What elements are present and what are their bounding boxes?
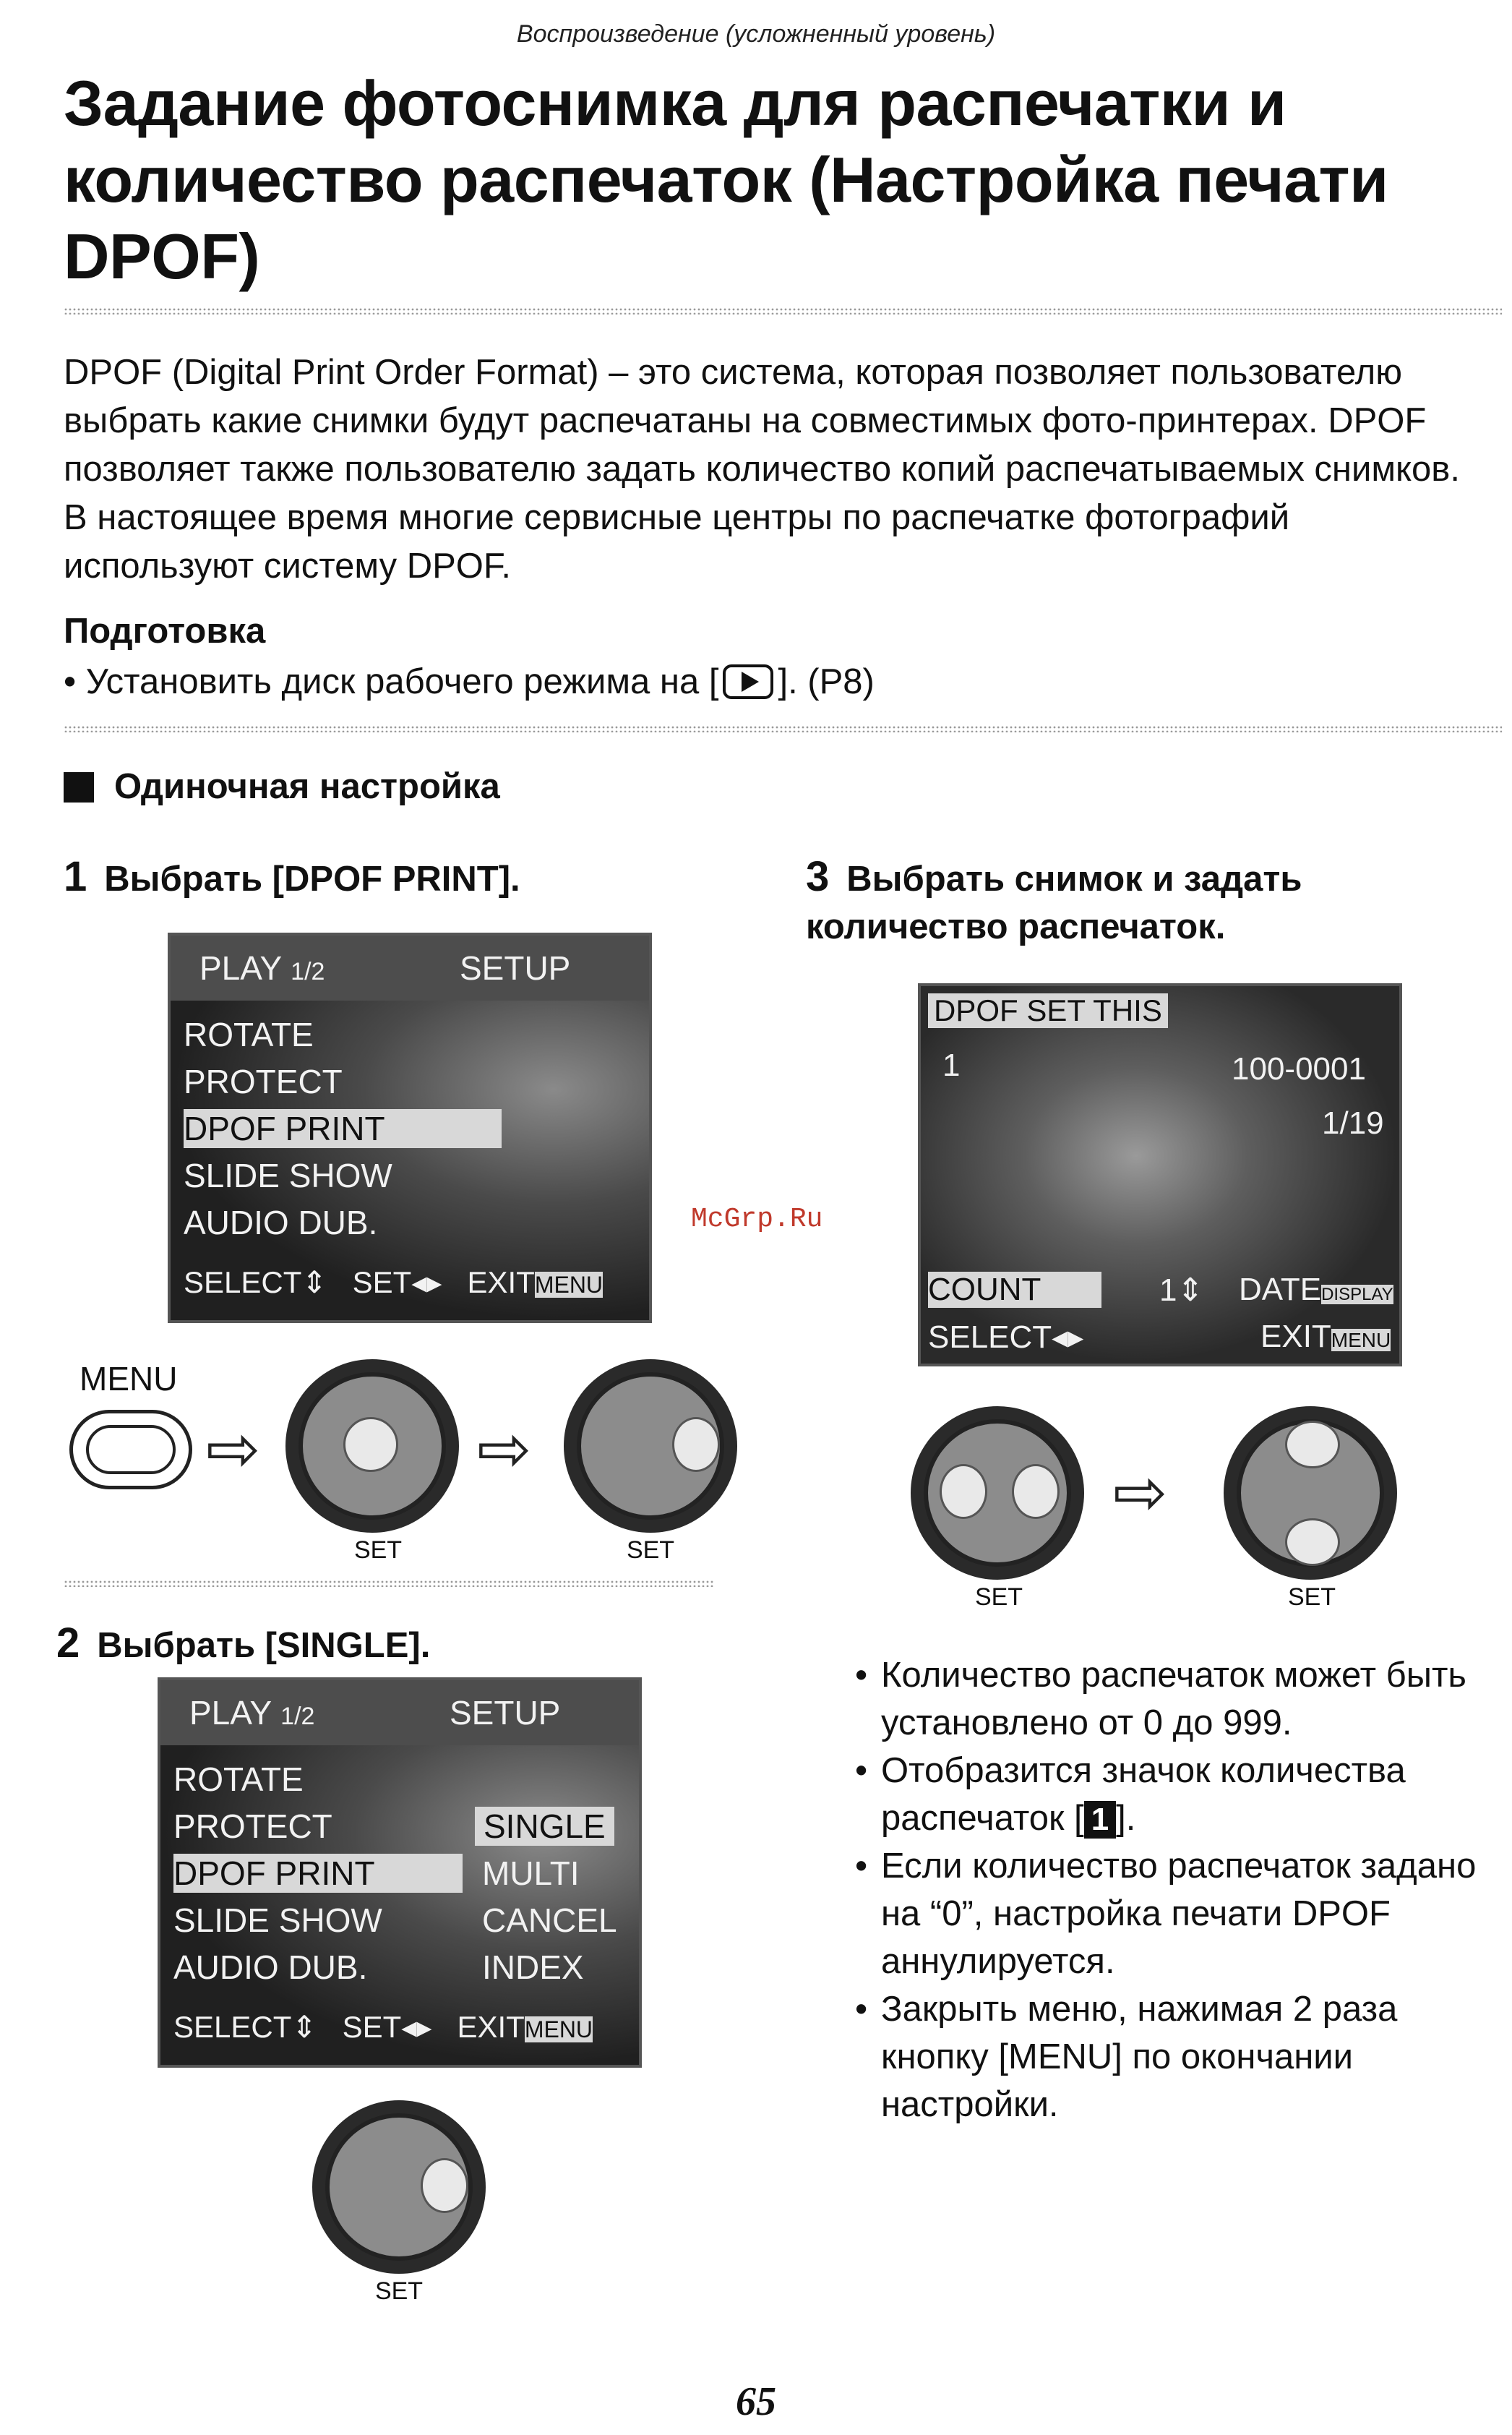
count-indicator: 1 xyxy=(942,1048,961,1083)
square-bullet-icon xyxy=(64,772,94,803)
set-label: SET xyxy=(353,1536,403,1564)
page-number: 65 xyxy=(736,2379,776,2424)
count-label: COUNT xyxy=(928,1272,1101,1308)
play-mode-icon xyxy=(723,664,773,699)
divider xyxy=(64,725,1502,732)
menu-item-dpof-print: DPOF PRINT xyxy=(184,1109,502,1148)
step-1: 1 Выбрать [DPOF PRINT]. xyxy=(64,853,520,900)
dial-pad-icon xyxy=(564,1359,737,1533)
set-label: SET xyxy=(974,1583,1023,1611)
set-label: SET xyxy=(1287,1583,1336,1611)
option-multi: MULTI xyxy=(482,1854,580,1892)
option-index: INDEX xyxy=(482,1948,584,1986)
section-heading: Одиночная настройка xyxy=(64,766,500,807)
menu-item-protect: PROTECT xyxy=(184,1063,343,1100)
set-label: SET xyxy=(626,1536,675,1564)
option-cancel: CANCEL xyxy=(482,1901,617,1939)
menu-button-icon xyxy=(69,1410,192,1489)
count-value: 1 xyxy=(1159,1272,1177,1308)
note-item: • Закрыть меню, нажимая 2 раза кнопку [MENU] по окончании настройки. xyxy=(855,1985,1491,2128)
play-tab: PLAY xyxy=(199,949,282,987)
dial-pad-icon xyxy=(911,1406,1084,1580)
divider xyxy=(64,1580,714,1587)
menu-button-label: MENU xyxy=(80,1360,178,1398)
frame-counter: 1/19 xyxy=(1322,1105,1384,1141)
dial-pad-icon xyxy=(312,2100,486,2274)
menu-screen-2: PLAY 1/2 SETUP ROTATE PROTECT DPOF PRINT SLIDE SHOW AUDIO DUB. SINGLE MULTI CANCEL INDEX SELECT⇕ SET◂▸ EXITMENU xyxy=(158,1677,642,2068)
menu-item-rotate: ROTATE xyxy=(184,1016,314,1053)
file-number: 100-0001 xyxy=(1232,1051,1366,1087)
note-item: • Количество распечаток может быть установлено от 0 до 999. xyxy=(855,1651,1491,1747)
running-header: Воспроизведение (усложненный уровень) xyxy=(516,20,996,48)
note-item: • Если количество распечаток задано на “0”, настройка печати DPOF аннулируется. xyxy=(855,1842,1491,1985)
menu-item-audio-dub: AUDIO DUB. xyxy=(184,1204,378,1241)
notes-list xyxy=(855,1651,1491,2128)
note-item: • Отобразится значок количества распечаток [ 1 ]. xyxy=(855,1747,1491,1842)
dpof-title: DPOF SET THIS xyxy=(928,993,1168,1028)
dial-pad-icon xyxy=(1224,1406,1397,1580)
print-count-icon: 1 xyxy=(1084,1801,1116,1839)
arrow-right-icon: ⇨ xyxy=(1113,1457,1168,1529)
divider xyxy=(64,307,1502,314)
option-single: SINGLE xyxy=(475,1807,614,1846)
page-title: Задание фотоснимка для распечатки и количество распечаток (Настройка печати DPOF) xyxy=(64,67,1388,292)
dial-pad-icon xyxy=(285,1359,459,1533)
arrow-right-icon: ⇨ xyxy=(206,1413,261,1486)
set-label: SET xyxy=(374,2277,424,2305)
menu-item-slide-show: SLIDE SHOW xyxy=(184,1157,392,1194)
dpof-set-screen: DPOF SET THIS 1 100-0001 1/19 COUNT 1⇕ DATEDISPLAY SELECT◂▸ EXITMENU xyxy=(918,983,1402,1366)
arrow-right-icon: ⇨ xyxy=(477,1413,532,1486)
intro-paragraph: DPOF (Digital Print Order Format) – это система, которая позволяет пользователю выбрать какие снимки будут распечатаны на совместимых фото-принтерах. DPOF позволяет также пользователю задать количество копий распечатываемых снимков. В настоящее время многие сервисные центры по распечатке фотографий используют систему DPOF. xyxy=(64,353,1460,586)
preparation-text: • Установить диск рабочего режима на [ ]. (P8) xyxy=(64,662,875,701)
preparation-heading: Подготовка xyxy=(64,612,266,651)
watermark: McGrp.Ru xyxy=(691,1204,823,1235)
step-3: 3 Выбрать снимок и задать количество распечаток. xyxy=(806,853,1302,946)
setup-tab: SETUP xyxy=(460,949,571,987)
step-2: 2 Выбрать [SINGLE]. xyxy=(56,1619,431,1666)
menu-screen-1: PLAY 1/2 SETUP ROTATE PROTECT DPOF PRINT SLIDE SHOW AUDIO DUB. SELECT⇕ SET◂▸ EXITMENU xyxy=(168,933,652,1323)
